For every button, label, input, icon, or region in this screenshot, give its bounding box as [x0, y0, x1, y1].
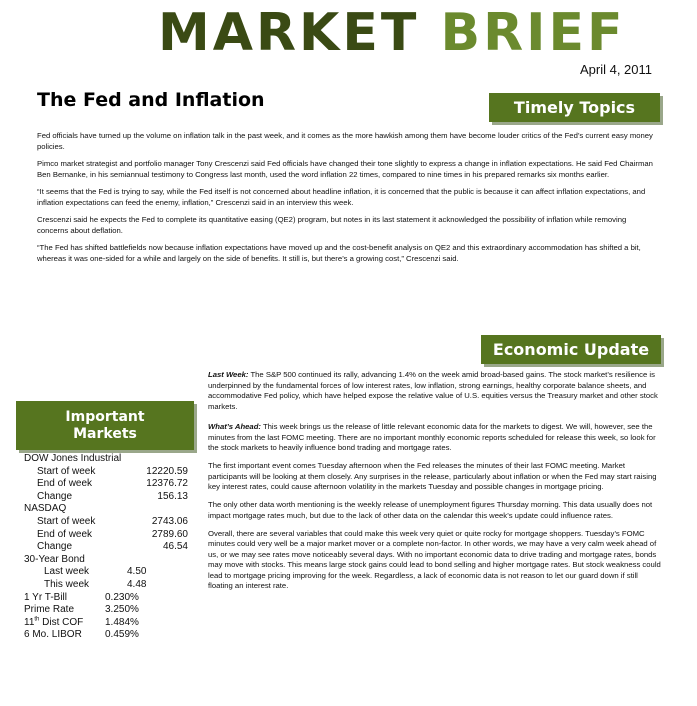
- market-row: [24, 466, 199, 479]
- article-body: [37, 131, 659, 271]
- article-paragraph: Fed officials have turned up the volume on inflation talk in the past week, and it comes as the more hawkish among them have become louder critics of the Fed’s current easy money policies.: [37, 131, 653, 151]
- rate-row: [24, 629, 199, 642]
- market-row: [24, 541, 199, 554]
- timely-topics-heading: Timely Topics: [489, 93, 660, 122]
- rate-label: 6 Mo. LIBOR: [24, 629, 82, 641]
- whats-ahead-paragraph: [208, 422, 663, 454]
- market-row: [24, 491, 199, 504]
- nasdaq-name: NASDAQ: [24, 503, 67, 515]
- market-row-value: 4.50: [127, 566, 147, 578]
- econ-paragraph: Overall, there are several variables that could make this week very quiet or quite rocky for mortgage shoppers. Tuesday’s FOMC minutes could very well be a major market mover or a complete non-factor. In other words, we may have a very calm week ahead of us, or we may see rates move noticeably several days. With no important economic data to drive trading and mortgage rates, bonds may move with stocks. This means large stock gains could lead to bond selling and higher mortgage rates. But stock weakness could lead to mortgage pricing improving for the week. Regardless, a lack of economic data is not reason to let our guard down if still floating an interest rate.: [208, 528, 661, 590]
- important-markets-line2: Markets: [73, 425, 137, 442]
- last-week-text: The S&P 500 continued its rally, advancing 1.4% on the week amid broad-based gains. The stock market’s resilience is underpinned by the fundamental forces of low interest rates, low inflation, strong earnings, healthy corporate balance sheets, and accommodative Fed policy, which have helped expose the relative value of U.S. equities versus the Treasury market and other stock markets.: [208, 370, 658, 411]
- market-row-label: Change: [37, 541, 73, 553]
- dow-name: DOW Jones Industrial: [24, 453, 122, 464]
- last-week-paragraph: [208, 370, 663, 412]
- masthead-title: [158, 4, 697, 62]
- econ-paragraph: The only other data worth mentioning is the weekly release of unemployment figures Thursday morning. This data usually does not impact mortgage rates much, but due to the lack of other data on the calendar this week’s update could influence rates.: [208, 500, 653, 520]
- rate-value: 1.484%: [105, 616, 139, 628]
- important-markets-line1: Important: [65, 408, 145, 425]
- rate-label: [24, 617, 105, 630]
- important-markets-heading: [16, 401, 194, 450]
- issue-date: April 4, 2011: [579, 62, 652, 77]
- market-row: [24, 579, 199, 592]
- economic-update-body: [208, 370, 663, 599]
- masthead-brief: BRIEF: [440, 3, 626, 63]
- rate-label-text: Dist COF: [39, 616, 84, 628]
- market-row-value: 156.13: [157, 490, 188, 502]
- bond-name: 30-Year Bond: [24, 553, 85, 565]
- article-paragraph: “The Fed has shifted battlefields now because inflation expectations have moved up and the cost-benefit analysis on QE2 and this extraordinary accommodation has shifted a bit, whereas it was one-sided for a while and largely on the side of benefits. It still is, but there’s a growing cost,” Crescenzi said.: [37, 243, 641, 263]
- rate-label: 1 Yr T-Bill: [24, 591, 67, 603]
- market-row-label: Start of week: [37, 515, 96, 527]
- rate-value: 3.250%: [105, 604, 139, 616]
- rate-row: [24, 617, 199, 630]
- article-paragraph: Crescenzi said he expects the Fed to complete its quantitative easing (QE2) program, but notes in its last statement it acknowledged the possibility of inflation while removing concerns about deflation.: [37, 215, 627, 235]
- market-row-value: 12220.59: [146, 465, 188, 477]
- rate-value: 0.459%: [105, 629, 139, 641]
- market-row-label: End of week: [37, 528, 93, 540]
- market-row-value: 2789.60: [151, 528, 188, 540]
- market-row-value: 2743.06: [151, 515, 188, 527]
- econ-paragraph: The first important event comes Tuesday afternoon when the Fed releases the minutes of their last FOMC meeting. Market participants will be looking at them closely. Any surprises in the release, particularly about inflation or when the Fed may start raising key interest rates, could cause afternoon volatility in the markets Tuesday and possible changes in mortgage pricing.: [208, 461, 657, 491]
- article-paragraph: Pimco market strategist and portfolio manager Tony Crescenzi said Fed officials have changed their tone slightly to express a change in inflation expectations. He said Fed Chairman Ben Bernanke, in his semiannual testimony to Congress last month, used the word inflation 22 times, compared to nine times in his prepared remarks six months earlier.: [37, 159, 653, 179]
- market-row-label: End of week: [37, 478, 93, 490]
- masthead-market: MARKET: [158, 3, 420, 63]
- market-row-value: 46.54: [162, 541, 188, 553]
- market-row-label: Last week: [44, 566, 90, 578]
- rate-label-number: 11: [24, 616, 35, 628]
- rate-label-suffix: th: [34, 616, 40, 623]
- rate-row: [24, 604, 199, 617]
- article-paragraph: “It seems that the Fed is trying to say, while the Fed itself is not concerned about headline inflation, it is concerned that the public is because it can affect inflation expectations, and inflation expectations can feed the enemy, inflation,” Crescenzi said in an interview this week.: [37, 187, 646, 207]
- market-row-label: Start of week: [37, 465, 96, 477]
- market-row: [24, 478, 199, 491]
- whats-ahead-lead: What’s Ahead:: [208, 422, 261, 431]
- rate-row: [24, 592, 199, 605]
- market-row: [24, 516, 199, 529]
- market-row-label: This week: [44, 578, 90, 590]
- market-row-value: 4.48: [127, 578, 147, 590]
- article-title: The Fed and Inflation: [37, 89, 265, 111]
- rate-label: Prime Rate: [24, 604, 75, 616]
- market-row: [24, 529, 199, 542]
- market-row-label: Change: [37, 490, 73, 502]
- last-week-lead: Last Week:: [208, 370, 249, 379]
- market-row-value: 12376.72: [146, 478, 188, 490]
- market-row: [24, 566, 199, 579]
- economic-update-heading: Economic Update: [481, 335, 661, 364]
- whats-ahead-text: This week brings us the release of little relevant economic data for the markets to digest. We will, however, see the minutes from the last FOMC meeting. There are no important monthly economic reports scheduled for release this week, so look for the stock markets to heavily influence bond trading and mortgage rates.: [208, 422, 656, 452]
- rate-value: 0.230%: [105, 591, 139, 603]
- markets-table: [24, 453, 199, 642]
